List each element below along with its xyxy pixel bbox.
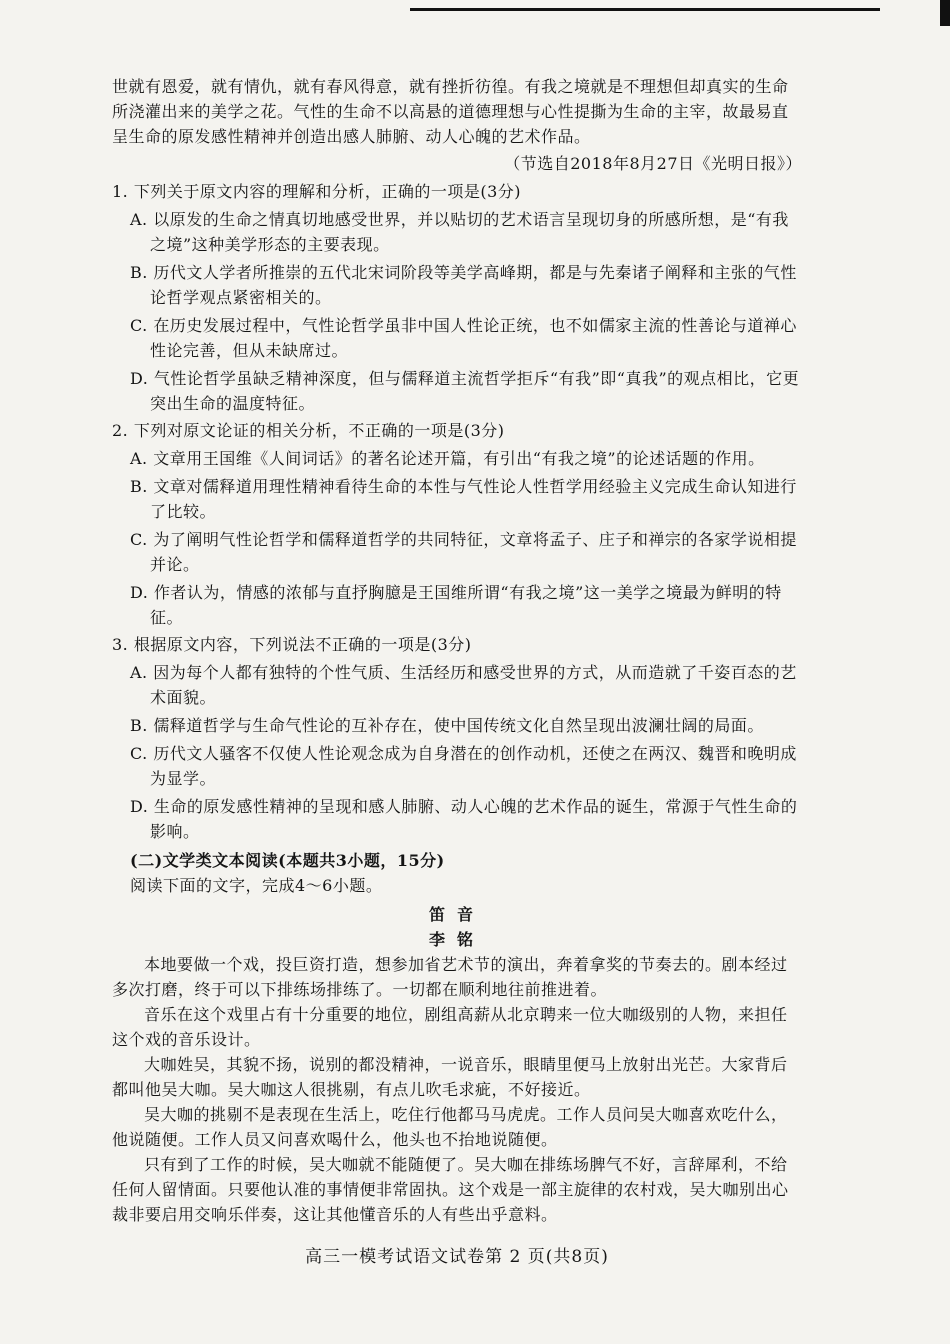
option-d: D. 生命的原发感性精神的呈现和感人肺腑、动人心魄的艺术作品的诞生，常源于气性生命的影响。 <box>130 797 798 841</box>
option-a: A. 因为每个人都有独特的个性气质、生活经历和感受世界的方式，从而造就了千姿百态的艺术面貌。 <box>130 663 797 707</box>
story-author: 李铭 <box>428 930 485 949</box>
question-3 <box>112 632 802 844</box>
option-d: D. 作者认为，情感的浓郁与直抒胸臆是王国维所谓“有我之境”这一美学之境最为鲜明的特征。 <box>130 583 782 627</box>
question-stem: 3. 根据原文内容，下列说法不正确的一项是(3分) <box>112 635 472 654</box>
question-stem: 2. 下列对原文论证的相关分析，不正确的一项是(3分) <box>112 421 505 440</box>
story-paragraph: 吴大咖的挑剔不是表现在生活上，吃住行他都马马虎虎。工作人员问吴大咖喜欢吃什么，他说随便。工作人员又问喜欢喝什么，他头也不抬地说随便。 <box>112 1105 788 1149</box>
story-paragraph: 大咖姓吴，其貌不扬，说别的都没精神，一说音乐，眼睛里便马上放射出光芒。大家背后都叫他吴大咖。吴大咖这人很挑剔，有点儿吹毛求疵，不好接近。 <box>112 1055 788 1099</box>
option-d: D. 气性论哲学虽缺乏精神深度，但与儒释道主流哲学拒斥“有我”即“真我”的观点相比，它更突出生命的温度特征。 <box>130 369 800 413</box>
story-title: 笛音 <box>428 905 485 924</box>
question-stem: 1. 下列关于原文内容的理解和分析，正确的一项是(3分) <box>112 182 522 201</box>
question-1 <box>112 179 802 416</box>
scan-corner-mark <box>940 0 950 26</box>
option-c: C. 历代文人骚客不仅使人性论观念成为自身潜在的创作动机，还使之在两汉、魏晋和晚明成为显学。 <box>130 744 797 788</box>
option-a: A. 以原发的生命之情真切地感受世界，并以贴切的艺术语言呈现切身的所感所想，是“有我之境”这种美学形态的主要表现。 <box>130 210 789 254</box>
story-paragraph: 只有到了工作的时候，吴大咖就不能随便了。吴大咖在排练场脾气不好，言辞犀利，不给任何人留情面。只要他认准的事情便非常固执。这个戏是一部主旋律的农村戏，吴大咖别出心裁非要启用交响乐伴奏，这让其他懂音乐的人有些出乎意料。 <box>112 1155 789 1224</box>
exam-page <box>112 74 802 1287</box>
option-c: C. 为了阐明气性论哲学和儒释道哲学的共同特征，文章将孟子、庄子和禅宗的各家学说相提并论。 <box>130 530 797 574</box>
section-heading: (二)文学类文本阅读(本题共3小题，15分) <box>130 851 445 870</box>
option-b: B. 历代文人学者所推崇的五代北宋词阶段等美学高峰期，都是与先秦诸子阐释和主张的气性论哲学观点紧密相关的。 <box>130 263 797 307</box>
scan-edge-line <box>410 0 880 11</box>
option-c: C. 在历史发展过程中，气性论哲学虽非中国人性论正统，也不如儒家主流的性善论与道禅心性论完善，但从未缺席过。 <box>130 316 797 360</box>
section-instruction: 阅读下面的文字，完成4～6小题。 <box>130 876 383 895</box>
question-2 <box>112 418 802 630</box>
source-citation: （节选自2018年8月27日《光明日报》） <box>504 154 802 173</box>
page-footer: 高三一模考试语文试卷第 2 页(共8页) <box>305 1247 609 1267</box>
option-b: B. 儒释道哲学与生命气性论的互补存在，使中国传统文化自然呈现出波澜壮阔的局面。 <box>130 716 764 735</box>
option-a: A. 文章用王国维《人间词话》的著名论述开篇，有引出“有我之境”的论述话题的作用。 <box>130 449 765 468</box>
option-b: B. 文章对儒释道用理性精神看待生命的本性与气性论人性哲学用经验主义完成生命认知进行了比较。 <box>130 477 797 521</box>
story-paragraph: 音乐在这个戏里占有十分重要的地位，剧组高薪从北京聘来一位大咖级别的人物，来担任这个戏的音乐设计。 <box>112 1005 788 1049</box>
story-paragraph: 本地要做一个戏，投巨资打造，想参加省艺术节的演出，奔着拿奖的节奏去的。剧本经过多次打磨，终于可以下排练场排练了。一切都在顺利地往前推进着。 <box>112 955 788 999</box>
intro-paragraph: 世就有恩爱，就有情仇，就有春风得意，就有挫折彷徨。有我之境就是不理想但却真实的生命所浇灌出来的美学之花。气性的生命不以高悬的道德理想与心性提撕为生命的主宰，故最易直呈生命的原发感性精神并创造出感人肺腑、动人心魄的艺术作品。 <box>112 77 789 146</box>
